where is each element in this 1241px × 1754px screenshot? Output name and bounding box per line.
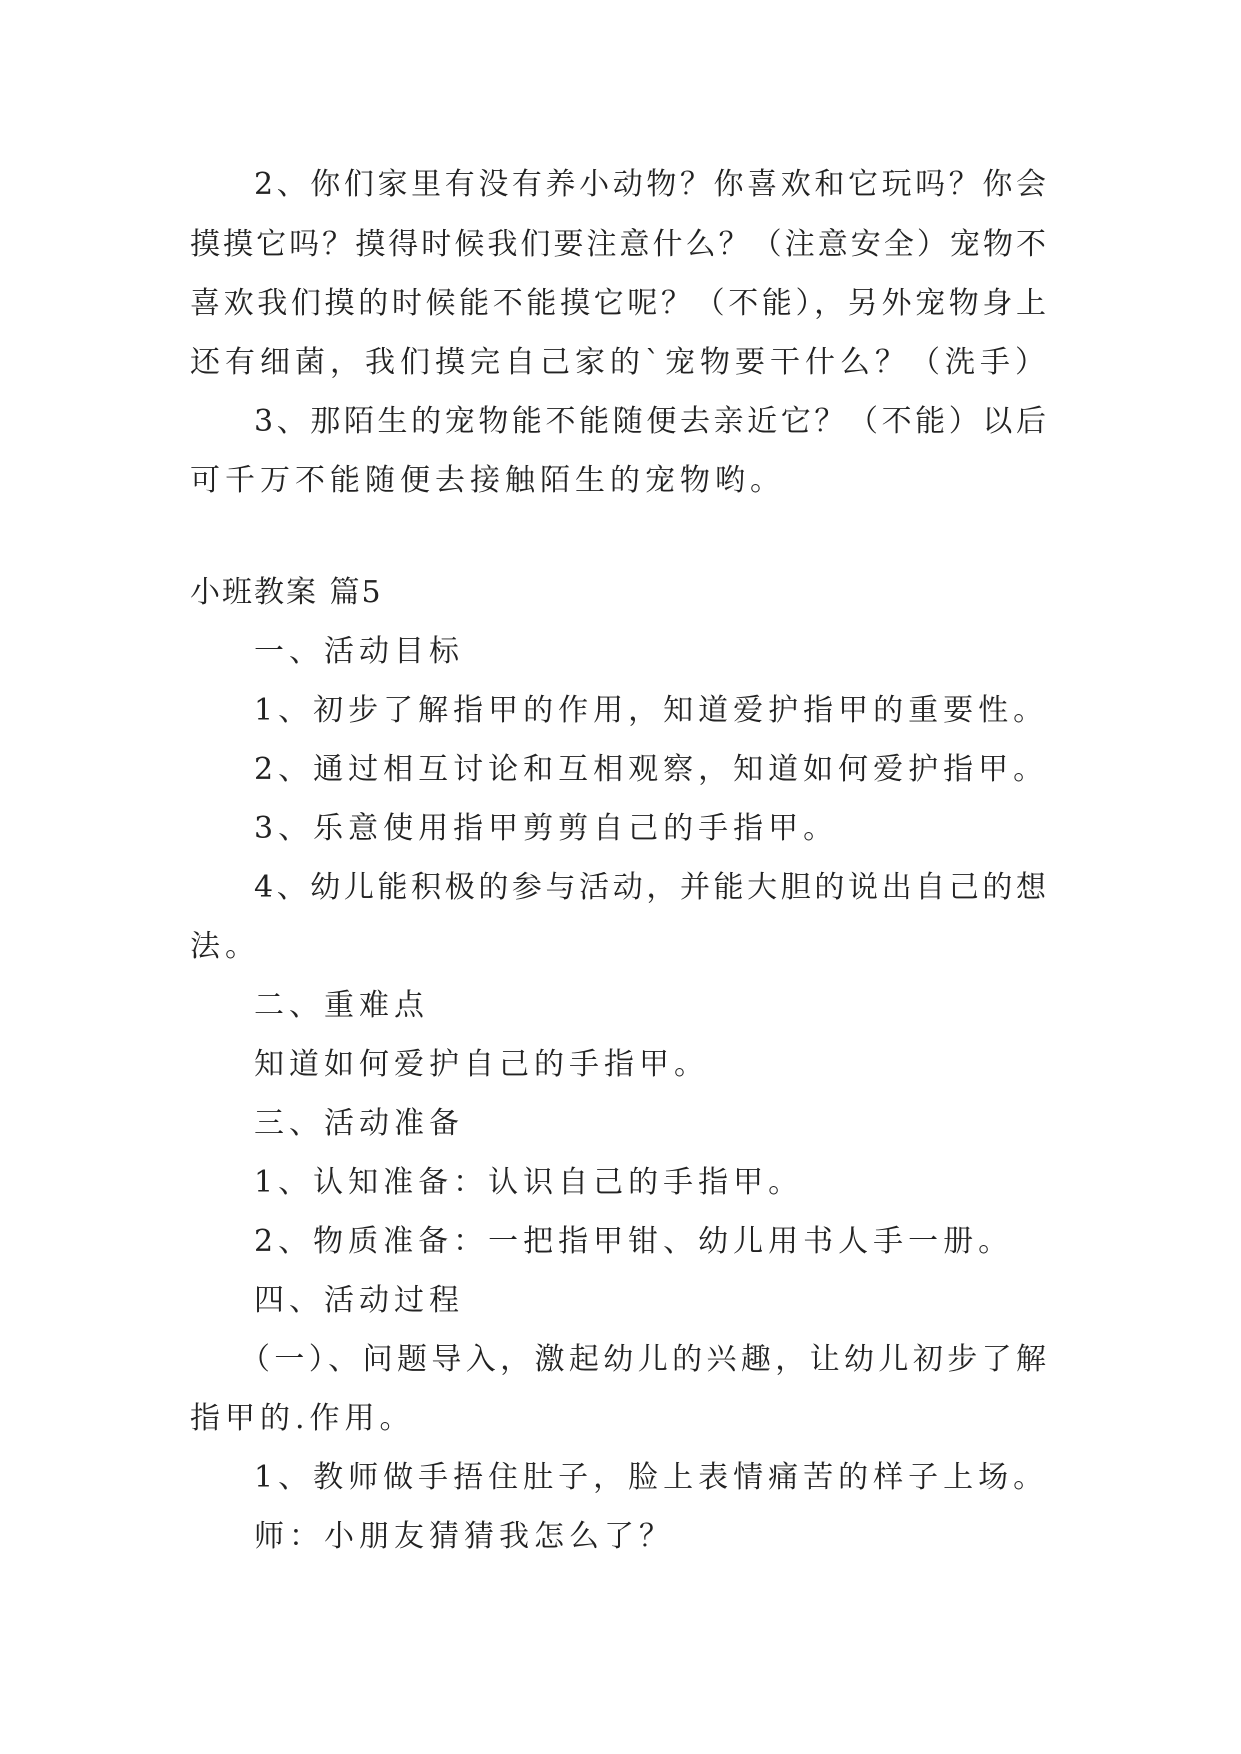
paragraph-line: 法。: [190, 929, 260, 964]
subheading: 四、活动过程: [254, 1283, 464, 1318]
paragraph-line: 摸摸它吗？摸得时候我们要注意什么？（注意安全）宠物不: [190, 227, 1046, 262]
paragraph-line: 知道如何爱护自己的手指甲。: [254, 1047, 709, 1082]
list-item: 2、物质准备：一把指甲钳、幼儿用书人手一册。: [254, 1224, 1014, 1259]
paragraph-line: 2、你们家里有没有养小动物？你喜欢和它玩吗？你会: [254, 167, 1046, 202]
subheading: 二、重难点: [254, 988, 429, 1023]
paragraph-line: 可千万不能随便去接触陌生的宠物哟。: [190, 463, 785, 498]
paragraph-line: 喜欢我们摸的时候能不能摸它呢？（不能），另外宠物身上: [190, 286, 1046, 321]
subheading: 三、活动准备: [254, 1106, 464, 1141]
list-item: 1、教师做手捂住肚子，脸上表情痛苦的样子上场。: [254, 1460, 1049, 1495]
paragraph-line: 师：小朋友猜猜我怎么了？: [254, 1519, 674, 1554]
paragraph-line: （一）、问题导入，激起幼儿的兴趣，让幼儿初步了解: [240, 1342, 1046, 1377]
list-item: 1、初步了解指甲的作用，知道爱护指甲的重要性。: [254, 693, 1049, 728]
list-item: 4、幼儿能积极的参与活动，并能大胆的说出自己的想: [254, 870, 1046, 905]
paragraph-line: 3、那陌生的宠物能不能随便去亲近它？（不能）以后: [254, 404, 1046, 439]
section-title: 小班教案 篇5: [190, 575, 383, 610]
paragraph-line: 还有细菌，我们摸完自己家的`宠物要干什么？（洗手）: [190, 345, 1050, 380]
paragraph-line: 指甲的.作用。: [190, 1401, 415, 1436]
list-item: 2、通过相互讨论和互相观察，知道如何爱护指甲。: [254, 752, 1049, 787]
list-item: 3、乐意使用指甲剪剪自己的手指甲。: [254, 811, 839, 846]
subheading: 一、活动目标: [254, 634, 464, 669]
list-item: 1、认知准备：认识自己的手指甲。: [254, 1165, 804, 1200]
